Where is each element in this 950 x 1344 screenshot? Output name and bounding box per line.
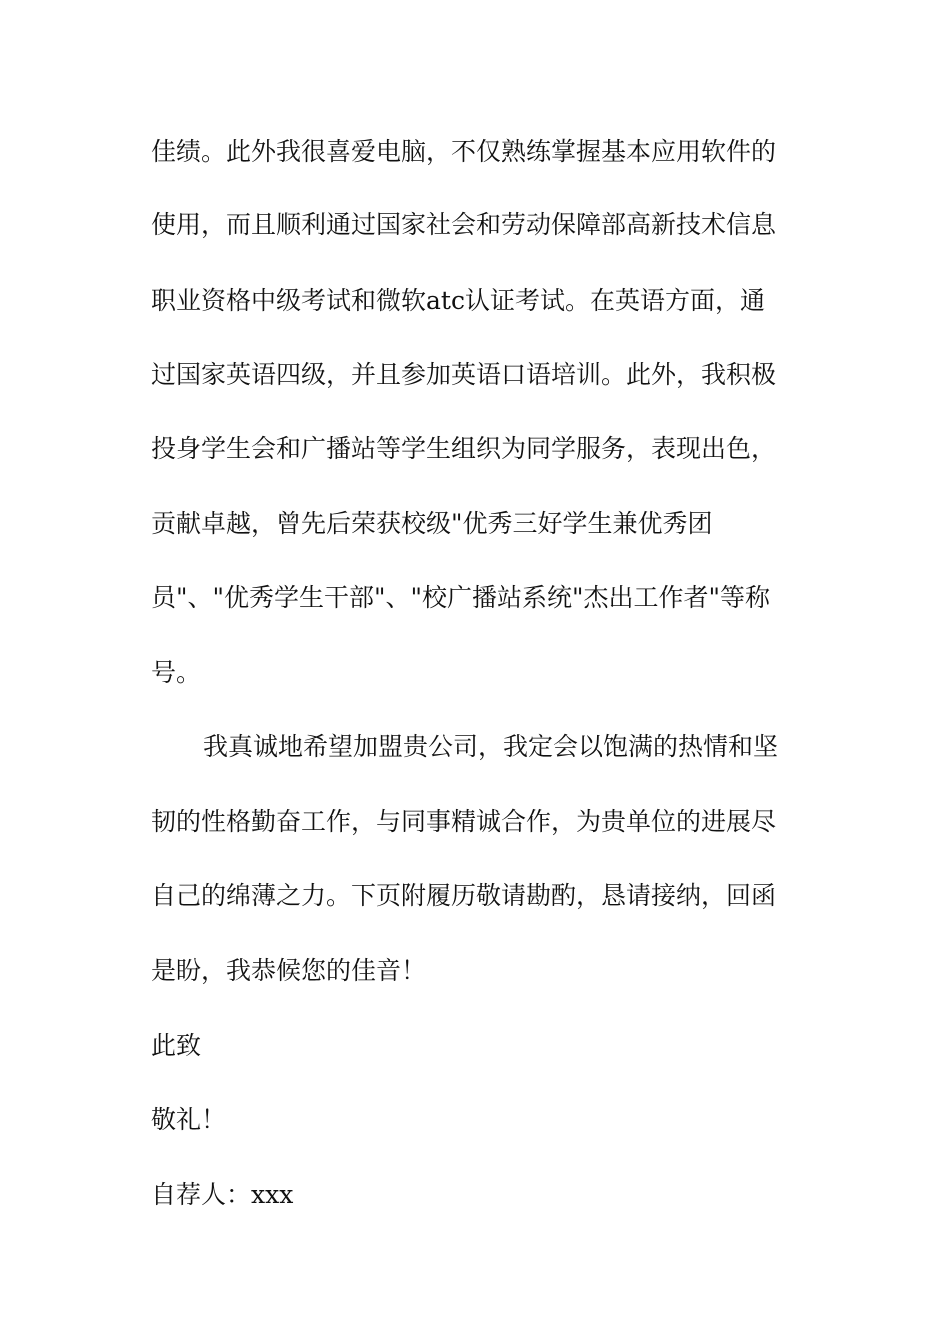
paragraph-line: 贡献卓越，曾先后荣获校级"优秀三好学生兼优秀团 xyxy=(151,509,713,538)
paragraph-line: 使用，而且顺利通过国家社会和劳动保障部高新技术信息 xyxy=(151,210,777,239)
signature: 自荐人：xxx xyxy=(151,1180,294,1209)
paragraph-line: 职业资格中级考试和微软atc认证考试。在英语方面，通 xyxy=(151,286,765,315)
closing-salutation: 此致 xyxy=(151,1031,202,1060)
paragraph-line: 佳绩。此外我很喜爱电脑，不仅熟练掌握基本应用软件的 xyxy=(151,137,777,166)
paragraph-line: 过国家英语四级，并且参加英语口语培训。此外，我积极 xyxy=(151,360,777,389)
paragraph-line: 投身学生会和广播站等学生组织为同学服务，表现出色， xyxy=(151,434,777,463)
paragraph-line: 是盼，我恭候您的佳音！ xyxy=(151,956,427,985)
paragraph-line: 我真诚地希望加盟贵公司，我定会以饱满的热情和坚 xyxy=(203,732,779,761)
paragraph-line: 韧的性格勤奋工作，与同事精诚合作，为贵单位的进展尽 xyxy=(151,807,777,836)
paragraph-line: 号。 xyxy=(151,658,202,687)
paragraph-line: 自己的绵薄之力。下页附履历敬请勘酌，恳请接纳，回函 xyxy=(151,881,777,910)
paragraph-line: 员"、"优秀学生干部"、"校广播站系统"杰出工作者"等称 xyxy=(151,583,770,612)
closing-regards: 敬礼！ xyxy=(151,1105,227,1134)
